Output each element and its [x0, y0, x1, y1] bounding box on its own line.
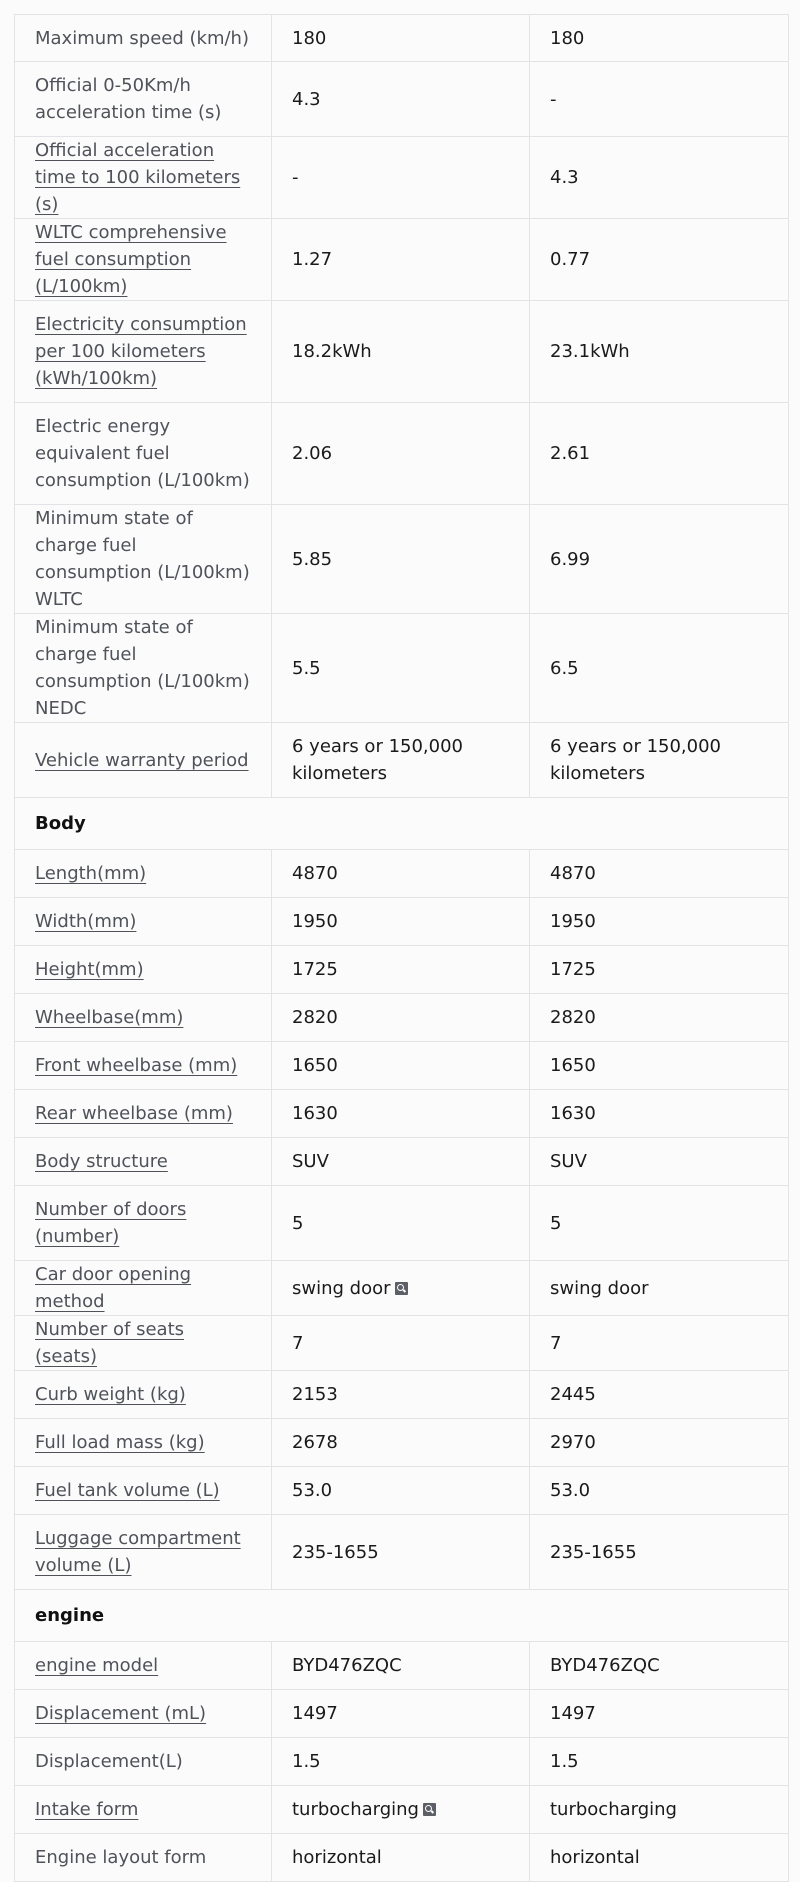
spec-value: 23.1kWh	[550, 341, 630, 362]
spec-value-cell-model-1	[272, 1371, 530, 1419]
spec-label-link[interactable]: Number of seats (seats)	[35, 1319, 185, 1367]
spec-value-cell-model-2	[530, 1371, 789, 1419]
spec-value-cell-model-2	[530, 1186, 789, 1261]
spec-label-link[interactable]: Wheelbase(mm)	[35, 1007, 184, 1028]
spec-value: 2820	[550, 1007, 596, 1028]
spec-value: turbocharging	[550, 1799, 677, 1820]
spec-label-link[interactable]: Height(mm)	[35, 959, 144, 980]
spec-label-cell	[15, 723, 272, 798]
spec-value-cell-model-1	[272, 850, 530, 898]
spec-label-cell	[15, 1834, 272, 1882]
spec-label-link[interactable]: WLTC comprehensive fuel consumption (L/100km)	[35, 222, 227, 297]
spec-value-cell-model-2	[530, 898, 789, 946]
spec-row	[15, 1090, 789, 1138]
magnifier-icon[interactable]	[423, 1803, 436, 1816]
spec-value-cell-model-2	[530, 850, 789, 898]
spec-value-cell-model-1	[272, 15, 530, 62]
spec-value: 1650	[550, 1055, 596, 1076]
spec-value-cell-model-1	[272, 1786, 530, 1834]
spec-comparison-table	[14, 14, 789, 1882]
spec-row	[15, 1138, 789, 1186]
spec-value: 180	[292, 27, 327, 49]
section-header-row	[15, 1590, 789, 1642]
spec-value: 18.2kWh	[292, 341, 372, 362]
spec-label-link[interactable]: Full load mass (kg)	[35, 1432, 205, 1453]
spec-value-cell-model-1	[272, 1642, 530, 1690]
spec-value: 5	[550, 1212, 562, 1234]
spec-label-link[interactable]: Official acceleration time to 100 kilometers (s)	[35, 140, 241, 215]
spec-value-cell-model-2	[530, 1419, 789, 1467]
spec-value-cell-model-2	[530, 1515, 789, 1590]
spec-label-cell	[15, 614, 272, 723]
spec-label-cell	[15, 1371, 272, 1419]
spec-value-cell-model-1	[272, 898, 530, 946]
spec-label-link[interactable]: Displacement (mL)	[35, 1703, 207, 1724]
spec-value-cell-model-1	[272, 1419, 530, 1467]
spec-value: 180	[550, 27, 585, 49]
spec-value-cell-model-1	[272, 403, 530, 505]
spec-value-cell-model-2	[530, 1738, 789, 1786]
spec-label-link[interactable]: Front wheelbase (mm)	[35, 1055, 238, 1076]
spec-value: 6 years or 150,000 kilometers	[550, 736, 721, 784]
spec-value-cell-model-2	[530, 505, 789, 614]
spec-value: 1650	[292, 1055, 338, 1076]
spec-value-cell-model-1	[272, 946, 530, 994]
spec-value: 2153	[292, 1384, 338, 1405]
spec-value-cell-model-1	[272, 219, 530, 301]
section-title: engine	[15, 1590, 789, 1642]
spec-value-cell-model-1	[272, 62, 530, 137]
spec-label-cell	[15, 1690, 272, 1738]
spec-row	[15, 403, 789, 505]
spec-value: 4870	[292, 863, 338, 884]
spec-label-cell	[15, 15, 272, 62]
spec-label-link[interactable]: Electricity consumption per 100 kilometers (kWh/100km)	[35, 314, 247, 389]
spec-value: 1.27	[292, 249, 333, 270]
spec-value: 6.99	[550, 548, 591, 570]
spec-value: 1497	[292, 1703, 338, 1724]
spec-label: Engine layout form	[35, 1847, 207, 1868]
spec-row	[15, 898, 789, 946]
spec-value: 4.3	[550, 167, 579, 188]
spec-value: swing door	[550, 1277, 649, 1299]
spec-label-link[interactable]: Car door opening method	[35, 1264, 192, 1312]
spec-row	[15, 219, 789, 301]
spec-row	[15, 62, 789, 137]
spec-value-cell-model-1	[272, 1186, 530, 1261]
spec-value-cell-model-1	[272, 1138, 530, 1186]
spec-label-cell	[15, 1042, 272, 1090]
spec-row	[15, 1316, 789, 1371]
spec-value-cell-model-2	[530, 301, 789, 403]
spec-label-cell	[15, 1642, 272, 1690]
spec-label: Electric energy equivalent fuel consumption (L/100km)	[35, 416, 250, 491]
spec-value: 1950	[292, 911, 338, 932]
spec-label-cell	[15, 1786, 272, 1834]
spec-value: 4870	[550, 863, 596, 884]
spec-value: 1630	[550, 1103, 596, 1124]
spec-label-cell	[15, 1138, 272, 1186]
spec-value-cell-model-1	[272, 1261, 530, 1316]
spec-value-cell-model-2	[530, 994, 789, 1042]
spec-value: 2970	[550, 1432, 596, 1453]
spec-label-link[interactable]: Width(mm)	[35, 911, 137, 932]
spec-value: 5.5	[292, 657, 321, 679]
spec-value: 1725	[292, 959, 338, 980]
spec-table-body	[15, 15, 789, 1882]
spec-value: 6 years or 150,000 kilometers	[292, 736, 463, 784]
spec-label: Minimum state of charge fuel consumption (L/100km) NEDC	[35, 617, 250, 719]
spec-label-cell	[15, 301, 272, 403]
spec-value-cell-model-1	[272, 994, 530, 1042]
spec-label-cell	[15, 1316, 272, 1371]
spec-value: 2.61	[550, 443, 591, 464]
spec-value-cell-model-2	[530, 1316, 789, 1371]
spec-row	[15, 15, 789, 62]
spec-value-cell-model-1	[272, 1738, 530, 1786]
section-title: Body	[15, 798, 789, 850]
spec-row	[15, 723, 789, 798]
spec-value: swing door	[292, 1277, 391, 1299]
spec-label-cell	[15, 1419, 272, 1467]
spec-label-cell	[15, 219, 272, 301]
spec-label: Official 0-50Km/h acceleration time (s)	[35, 75, 222, 123]
spec-value: horizontal	[550, 1847, 640, 1868]
spec-row	[15, 505, 789, 614]
spec-row	[15, 1186, 789, 1261]
spec-label-cell	[15, 946, 272, 994]
spec-value: 235-1655	[292, 1541, 379, 1563]
spec-value-cell-model-2	[530, 137, 789, 219]
spec-label: Minimum state of charge fuel consumption (L/100km) WLTC	[35, 508, 250, 610]
spec-value-cell-model-2	[530, 1042, 789, 1090]
spec-value-cell-model-1	[272, 505, 530, 614]
spec-label-cell	[15, 898, 272, 946]
spec-row	[15, 850, 789, 898]
spec-row	[15, 301, 789, 403]
spec-value-cell-model-1	[272, 1042, 530, 1090]
spec-label-cell	[15, 505, 272, 614]
spec-value-cell-model-2	[530, 1467, 789, 1515]
spec-value: 7	[292, 1332, 304, 1354]
spec-value: 2678	[292, 1432, 338, 1453]
spec-value-cell-model-2	[530, 1834, 789, 1882]
spec-value-cell-model-2	[530, 1090, 789, 1138]
spec-value-cell-model-2	[530, 1642, 789, 1690]
spec-value: 0.77	[550, 249, 591, 270]
spec-value: -	[550, 88, 557, 110]
spec-row	[15, 1642, 789, 1690]
spec-value-cell-model-1	[272, 1090, 530, 1138]
spec-value-cell-model-1	[272, 137, 530, 219]
spec-row	[15, 1042, 789, 1090]
spec-value: SUV	[550, 1151, 587, 1172]
spec-value: 6.5	[550, 657, 579, 679]
spec-label: Maximum speed (km/h)	[35, 27, 249, 49]
spec-label-cell	[15, 1467, 272, 1515]
spec-value: 5.85	[292, 548, 333, 570]
spec-value: turbocharging	[292, 1799, 419, 1820]
spec-row	[15, 1690, 789, 1738]
spec-value: 1497	[550, 1703, 596, 1724]
spec-value: 2820	[292, 1007, 338, 1028]
spec-value-cell-model-2	[530, 1261, 789, 1316]
spec-label-link[interactable]: Luggage compartment volume (L)	[35, 1528, 241, 1576]
spec-row	[15, 994, 789, 1042]
spec-row	[15, 1419, 789, 1467]
spec-row	[15, 1738, 789, 1786]
spec-value-cell-model-2	[530, 1138, 789, 1186]
spec-row	[15, 1261, 789, 1316]
spec-label-cell	[15, 994, 272, 1042]
spec-value: 235-1655	[550, 1541, 637, 1563]
spec-row	[15, 946, 789, 994]
section-header-row	[15, 798, 789, 850]
spec-value-cell-model-1	[272, 1690, 530, 1738]
spec-value-cell-model-1	[272, 614, 530, 723]
spec-value: 53.0	[550, 1480, 591, 1501]
spec-value: horizontal	[292, 1847, 382, 1868]
spec-value-cell-model-1	[272, 1515, 530, 1590]
spec-value: 5	[292, 1212, 304, 1234]
spec-label-cell	[15, 403, 272, 505]
spec-value: 1.5	[550, 1751, 579, 1772]
spec-label-link[interactable]: Number of doors (number)	[35, 1199, 187, 1247]
spec-value-cell-model-1	[272, 1316, 530, 1371]
spec-row	[15, 137, 789, 219]
spec-label-link[interactable]: Intake form	[35, 1799, 139, 1820]
spec-label-link[interactable]: engine model	[35, 1655, 159, 1676]
spec-row	[15, 1834, 789, 1882]
spec-value: 1.5	[292, 1751, 321, 1772]
spec-label-cell	[15, 137, 272, 219]
spec-value: SUV	[292, 1151, 329, 1172]
spec-label-cell	[15, 62, 272, 137]
spec-label-cell	[15, 1738, 272, 1786]
spec-value: 1950	[550, 911, 596, 932]
spec-value-cell-model-1	[272, 723, 530, 798]
spec-value: -	[292, 167, 299, 188]
spec-value: 7	[550, 1332, 562, 1354]
spec-label-link[interactable]: Rear wheelbase (mm)	[35, 1103, 233, 1124]
spec-value: BYD476ZQC	[550, 1655, 660, 1676]
magnifier-icon[interactable]	[395, 1282, 408, 1295]
spec-value-cell-model-2	[530, 723, 789, 798]
spec-value-cell-model-1	[272, 1834, 530, 1882]
spec-label-cell	[15, 850, 272, 898]
spec-value-cell-model-2	[530, 1690, 789, 1738]
spec-value-cell-model-2	[530, 1786, 789, 1834]
spec-value: 53.0	[292, 1480, 333, 1501]
spec-value-cell-model-2	[530, 15, 789, 62]
spec-row	[15, 1786, 789, 1834]
spec-value-cell-model-2	[530, 614, 789, 723]
spec-row	[15, 1515, 789, 1590]
spec-value: 1630	[292, 1103, 338, 1124]
spec-label-cell	[15, 1515, 272, 1590]
spec-label-cell	[15, 1090, 272, 1138]
spec-value: BYD476ZQC	[292, 1655, 402, 1676]
spec-row	[15, 1467, 789, 1515]
spec-label-cell	[15, 1186, 272, 1261]
spec-value-cell-model-2	[530, 403, 789, 505]
spec-value-cell-model-2	[530, 946, 789, 994]
spec-value: 4.3	[292, 88, 321, 110]
spec-label-cell	[15, 1261, 272, 1316]
spec-label-link[interactable]: Fuel tank volume (L)	[35, 1480, 220, 1501]
spec-value: 1725	[550, 959, 596, 980]
spec-value: 2445	[550, 1384, 596, 1405]
spec-label-link[interactable]: Vehicle warranty period	[35, 749, 249, 771]
spec-label: Displacement(L)	[35, 1751, 183, 1772]
spec-row	[15, 1371, 789, 1419]
spec-value-cell-model-2	[530, 62, 789, 137]
spec-label-link[interactable]: Curb weight (kg)	[35, 1384, 186, 1405]
spec-value-cell-model-1	[272, 1467, 530, 1515]
spec-value-cell-model-1	[272, 301, 530, 403]
spec-label-link[interactable]: Body structure	[35, 1151, 168, 1172]
spec-value-cell-model-2	[530, 219, 789, 301]
spec-value: 2.06	[292, 443, 333, 464]
spec-label-link[interactable]: Length(mm)	[35, 863, 147, 884]
spec-row	[15, 614, 789, 723]
